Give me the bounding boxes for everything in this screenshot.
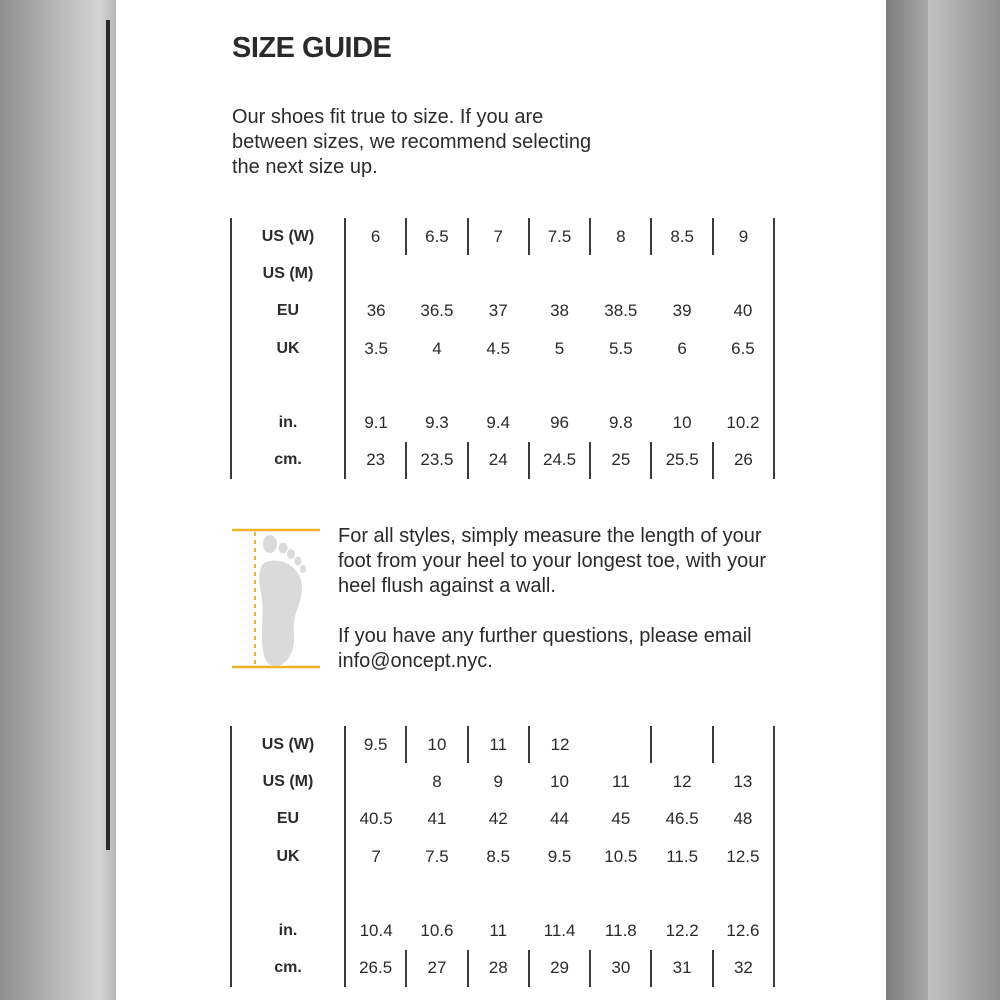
left-device-edge [106,20,110,850]
size-cell: 29 [529,950,590,987]
table-row [231,950,774,987]
table-row [231,218,774,255]
size-cell: 12.2 [665,921,699,941]
size-cell: 46.5 [665,809,699,829]
size-cell: 24 [468,442,529,479]
size-cell: 8.5 [651,218,712,255]
size-cell: 6.5 [713,330,774,367]
measure-text: For all styles, simply measure the length of your foot from your heel to your longest toe, with your heel flush against a wall. [338,525,766,597]
size-cell: 27 [406,950,467,987]
size-cell: 10.2 [713,404,774,441]
size-cell [651,726,712,763]
table-row [231,442,774,479]
size-cell: 11.4 [543,921,576,941]
size-cell: 38 [550,301,569,321]
size-cell [590,255,651,292]
size-table-large [230,726,775,987]
row-label: US (W) [231,726,345,763]
size-cell [529,255,590,292]
size-cell: 12 [672,771,692,791]
size-cell: 26.5 [345,950,406,987]
table-row [231,801,774,838]
size-cell: 5 [554,338,565,358]
size-cell: 40.5 [359,809,393,829]
size-cell: 32 [713,950,774,987]
size-cell: 12.6 [713,912,774,949]
page-title: SIZE GUIDE [232,32,392,64]
size-cell [406,255,467,292]
size-cell: 11.5 [666,846,699,866]
size-cell: 9 [713,218,774,255]
intro-text: Our shoes fit true to size. If you are between sizes, we recommend selecting the next size up. [232,106,592,178]
size-cell: 11 [489,921,508,941]
size-table-small [230,218,775,479]
table-row [231,367,774,404]
size-cell: 40 [713,293,774,330]
row-label: US (M) [231,255,345,292]
table-row [231,404,774,441]
table-row [231,912,774,949]
size-cell [713,255,774,292]
size-cell: 26 [713,442,774,479]
size-cell: 9.4 [486,413,511,433]
size-cell [590,875,651,912]
size-cell: 7 [468,218,529,255]
size-cell [345,255,406,292]
size-cell [345,763,406,800]
size-cell: 13 [713,763,774,800]
size-cell: 96 [550,413,569,433]
size-cell: 8 [590,218,651,255]
row-label: cm. [231,950,345,987]
table-row [231,255,774,292]
row-label [231,875,345,912]
row-label [231,367,345,404]
size-cell: 11.8 [604,921,637,941]
size-cell [529,875,590,912]
size-cell: 28 [468,950,529,987]
size-cell [590,367,651,404]
size-cell [713,726,774,763]
size-cell [345,367,406,404]
size-cell: 48 [713,801,774,838]
table-row [231,763,774,800]
size-cell: 36 [366,301,386,321]
size-cell: 24.5 [529,442,590,479]
size-cell: 9.8 [609,413,633,433]
size-cell [713,367,774,404]
table-row [231,838,774,875]
size-cell: 42 [488,809,508,829]
size-cell: 23 [345,442,406,479]
size-cell: 25 [590,442,651,479]
size-cell: 7.5 [529,218,590,255]
size-cell: 4 [432,338,442,358]
size-cell: 38.5 [604,301,638,321]
size-cell: 8 [432,771,442,791]
size-cell: 10 [406,726,467,763]
size-cell [651,255,712,292]
size-cell [468,255,529,292]
size-cell: 30 [590,950,651,987]
size-cell: 36.5 [420,301,454,321]
size-cell: 9.5 [345,726,406,763]
size-cell: 37 [488,301,508,321]
size-cell: 44 [550,809,569,829]
row-label: in. [231,912,345,949]
size-cell: 12.5 [713,838,774,875]
foot-measure-icon [230,526,320,671]
size-cell [468,875,529,912]
row-label: US (M) [231,763,345,800]
size-cell: 31 [651,950,712,987]
size-cell: 3.5 [364,338,388,358]
size-cell [713,875,774,912]
size-cell [406,875,467,912]
size-cell: 9.3 [425,413,449,433]
size-cell: 9.1 [364,413,388,433]
table-row [231,875,774,912]
row-label: UK [231,330,345,367]
size-cell [468,367,529,404]
size-guide-page [116,0,886,1000]
size-cell: 10 [672,413,692,433]
size-cell: 5.5 [609,338,633,358]
size-cell: 11 [468,726,529,763]
row-label: EU [231,293,345,330]
size-cell: 39 [672,301,692,321]
size-cell: 6.5 [406,218,467,255]
table-row [231,330,774,367]
measure-instructions [338,524,778,674]
table-row [231,293,774,330]
size-cell: 10.6 [420,921,454,941]
size-cell: 7.5 [425,846,449,866]
size-cell: 45 [611,809,631,829]
size-cell: 11 [612,771,630,791]
size-cell [590,726,651,763]
size-cell: 9 [493,771,503,791]
size-cell: 7 [371,846,381,866]
size-cell: 9.5 [547,846,572,866]
size-cell: 12 [550,734,570,754]
row-label: US (W) [231,218,345,255]
size-cell: 6 [677,338,687,358]
row-label: EU [231,801,345,838]
size-cell: 23.5 [406,442,467,479]
right-background-bar [886,0,928,1000]
size-cell [529,367,590,404]
row-label: cm. [231,442,345,479]
row-label: UK [231,838,345,875]
size-cell: 10.5 [604,846,638,866]
size-cell: 25.5 [651,442,712,479]
size-cell: 10 [550,771,569,791]
size-cell: 4.5 [486,338,511,358]
table-row [231,726,774,763]
size-cell: 8.5 [486,846,511,866]
size-cell [406,367,467,404]
size-cell [651,367,712,404]
size-cell [345,875,406,912]
size-cell: 10.4 [359,921,393,941]
size-cell: 41 [427,809,447,829]
row-label: in. [231,404,345,441]
size-cell: 6 [345,218,406,255]
size-cell [651,875,712,912]
contact-text: If you have any further questions, please email info@oncept.nyc. [338,625,752,672]
